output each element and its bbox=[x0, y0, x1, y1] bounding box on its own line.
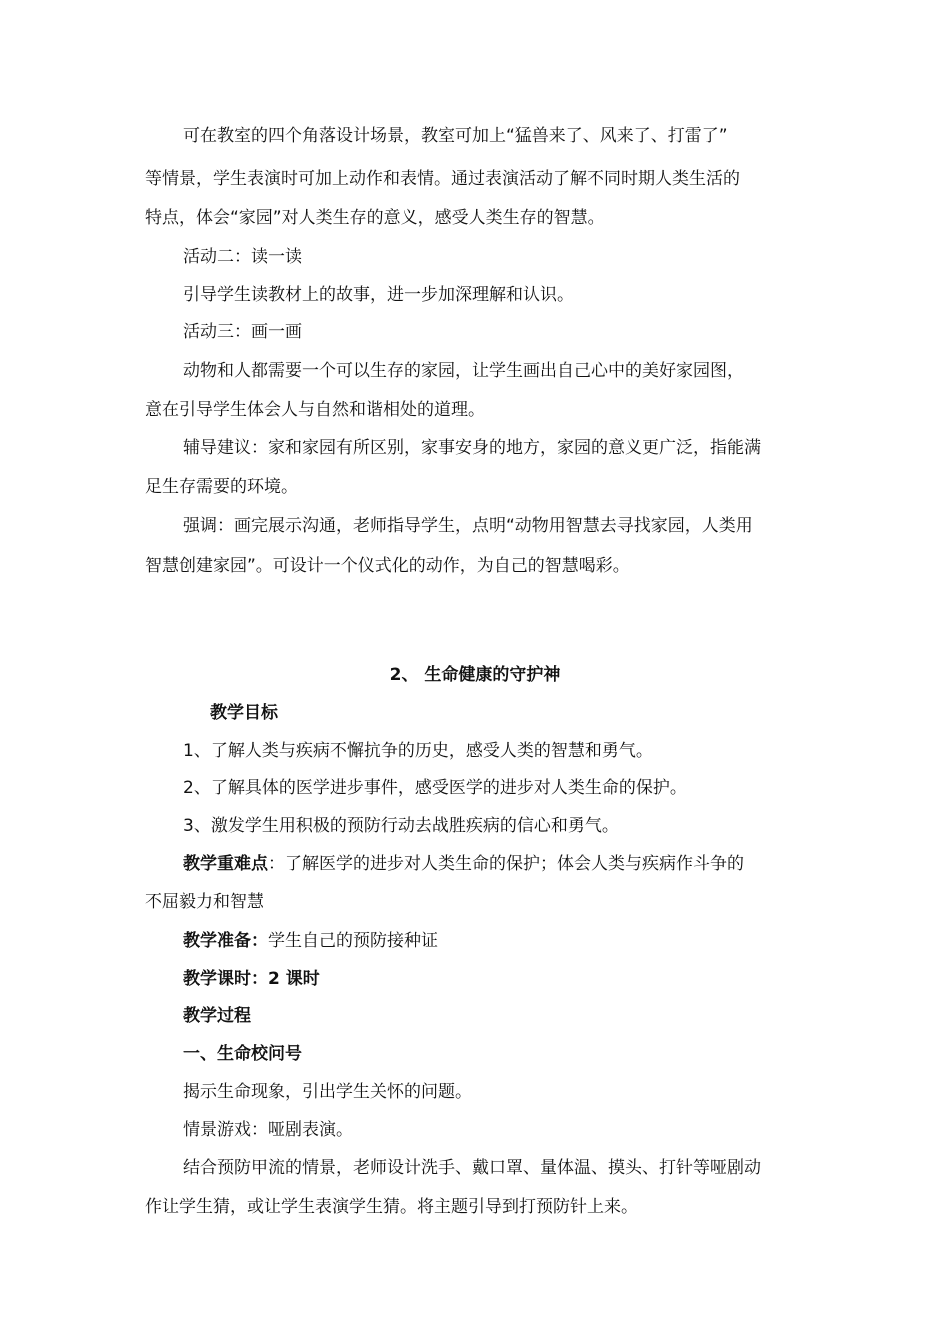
part-heading: 一、生命校问号 bbox=[183, 1044, 302, 1064]
paragraph-line: 可在教室的四个角落设计场景，教室可加上“猛兽来了、风来了、打雷了” bbox=[183, 126, 728, 146]
paragraph-line: 动物和人都需要一个可以生存的家园，让学生画出自己心中的美好家园图， bbox=[183, 361, 744, 381]
preparation-text: 学生自己的预防接种证 bbox=[268, 931, 438, 951]
paragraph-line: 作让学生猜，或让学生表演学生猜。将主题引导到打预防针上来。 bbox=[145, 1197, 638, 1217]
objectives-heading: 教学目标 bbox=[210, 703, 278, 723]
paragraph-line: 强调：画完展示沟通，老师指导学生，点明“动物用智慧去寻找家园，人类用 bbox=[183, 516, 753, 536]
process-heading: 教学过程 bbox=[183, 1006, 251, 1026]
paragraph-line: 足生存需要的环境。 bbox=[145, 477, 298, 497]
paragraph-line: 引导学生读教材上的故事，进一步加深理解和认识。 bbox=[183, 285, 574, 305]
objective-item: 1、了解人类与疾病不懈抗争的历史，感受人类的智慧和勇气。 bbox=[183, 741, 653, 761]
paragraph-line: 不屈毅力和智慧 bbox=[145, 892, 264, 912]
preparation-line bbox=[183, 930, 853, 952]
class-hours: 教学课时：2 课时 bbox=[183, 969, 320, 989]
activity-title: 活动二：读一读 bbox=[183, 247, 302, 267]
section-title: 2、 生命健康的守护神 bbox=[389, 665, 561, 685]
preparation-label: 教学准备： bbox=[183, 931, 268, 951]
objective-item: 3、激发学生用积极的预防行动去战胜疾病的信心和勇气。 bbox=[183, 816, 619, 836]
paragraph-line: 辅导建议：家和家园有所区别，家事安身的地方，家园的意义更广泛，指能满 bbox=[183, 438, 761, 458]
paragraph-line: 情景游戏：哑剧表演。 bbox=[183, 1120, 353, 1140]
paragraph-line: 意在引导学生体会人与自然和谐相处的道理。 bbox=[145, 400, 485, 420]
key-points-line bbox=[183, 853, 853, 875]
paragraph-line: 智慧创建家园”。可设计一个仪式化的动作，为自己的智慧喝彩。 bbox=[145, 556, 630, 576]
key-points-text: ：了解医学的进步对人类生命的保护；体会人类与疾病作斗争的 bbox=[268, 854, 744, 874]
objective-item: 2、了解具体的医学进步事件，感受医学的进步对人类生命的保护。 bbox=[183, 778, 687, 798]
paragraph-line: 结合预防甲流的情景，老师设计洗手、戴口罩、量体温、摸头、打针等哑剧动 bbox=[183, 1158, 761, 1178]
key-points-label: 教学重难点 bbox=[183, 854, 268, 874]
paragraph-line: 特点，体会“家园”对人类生存的意义，感受人类生存的智慧。 bbox=[145, 208, 605, 228]
activity-title: 活动三：画一画 bbox=[183, 322, 302, 342]
paragraph-line: 等情景，学生表演时可加上动作和表情。通过表演活动了解不同时期人类生活的 bbox=[145, 169, 740, 189]
paragraph-line: 揭示生命现象，引出学生关怀的问题。 bbox=[183, 1082, 472, 1102]
